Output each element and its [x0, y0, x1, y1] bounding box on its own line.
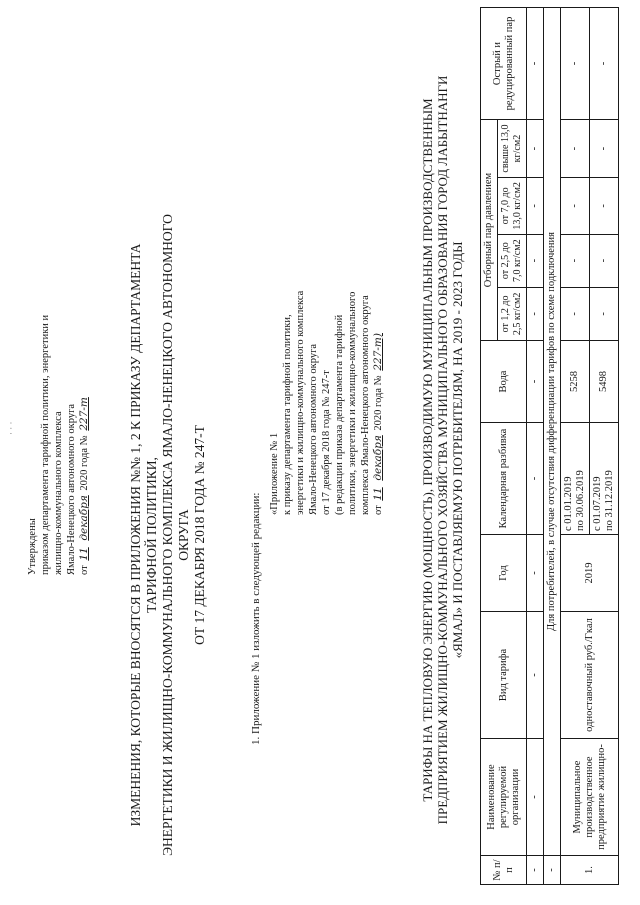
table-cell: -: [590, 120, 619, 178]
year-text: 2020 года №: [373, 375, 384, 431]
document-heading: [128, 205, 208, 865]
year-text: 2020 года №: [79, 435, 90, 491]
approval-block: [26, 15, 91, 575]
period-from: с 01.01.2019: [563, 476, 574, 531]
approval-line: Утверждены: [27, 518, 38, 575]
header-org: Наименование регулируемой организации: [481, 739, 527, 856]
table-cell: -: [527, 8, 544, 120]
table-cell: -: [527, 612, 544, 739]
appendix-line: к приказу департамента тарифной политики,: [282, 314, 293, 515]
appendix-line: политики, энергетики и жилищно-коммунального: [347, 291, 358, 515]
row-year: 2019: [561, 535, 619, 612]
header-steam-3: от 7,0 до 13,0 кг/см2: [498, 178, 527, 234]
period-to: по 30.06.2019: [575, 470, 586, 531]
approval-line: Ямало-Ненецкого автономного округа: [66, 403, 77, 575]
heading-line: ИЗМЕНЕНИЯ, КОТОРЫЕ ВНОСЯТСЯ В ПРИЛОЖЕНИЯ №№ 1, 2 К ПРИКАЗУ ДЕПАРТАМЕНТА ТАРИФНОЙ ПОЛИТИКИ,: [128, 243, 159, 827]
header-steam-1: от 1,2 до 2,5 кг/см2: [498, 287, 527, 340]
table-cell: -: [561, 287, 590, 340]
table-cell: -: [590, 287, 619, 340]
handwritten-day: 11: [78, 547, 90, 561]
appendix-line: «Приложение № 1: [269, 432, 280, 515]
period-from: с 01.07.2019: [592, 476, 603, 531]
table-cell: -: [561, 120, 590, 178]
period-to: по 31.12.2019: [604, 470, 615, 531]
handwritten-month: декабря: [78, 495, 90, 541]
table-cell: -: [527, 178, 544, 234]
handwritten-day: 11: [372, 487, 384, 501]
handwritten-month: декабря: [372, 435, 384, 481]
header-steam-2: от 2,5 до 7,0 кг/см2: [498, 234, 527, 287]
table-cell: -: [527, 856, 544, 885]
approval-date-line: [78, 15, 91, 575]
header-year: Год: [481, 535, 527, 612]
table-cell: -: [590, 8, 619, 120]
table-cell: -: [527, 287, 544, 340]
row-period: [561, 423, 590, 535]
tariff-table: [480, 7, 619, 885]
heading-line: ЭНЕРГЕТИКИ И ЖИЛИЩНО-КОММУНАЛЬНОГО КОМПЛЕКСА ЯМАЛО-НЕНЕЦКОГО АВТОНОМНОГО ОКРУГА: [160, 214, 191, 856]
appendix-date-line: [372, 45, 385, 515]
table-section-row: [544, 8, 561, 885]
table-cell: -: [561, 8, 590, 120]
appendix-block: [268, 45, 385, 515]
handwritten-number: 227-т: [78, 397, 90, 431]
table-cell: -: [527, 535, 544, 612]
appendix-line: от 17 декабря 2018 года № 247-т: [321, 370, 332, 515]
date-prefix: от: [79, 565, 90, 575]
date-prefix: от: [373, 505, 384, 515]
appendix-line: Ямало-Ненецкого автономного округа: [308, 343, 319, 515]
row-num: 1.: [561, 856, 619, 885]
appendix-line: (в редакции приказа департамента тарифной: [334, 314, 345, 515]
table-cell: -: [527, 341, 544, 423]
section-label: Для потребителей, в случае отсутствия дифференциации тарифов по схеме подключения: [544, 8, 561, 856]
table-dash-row: [527, 8, 544, 885]
approval-line: жилищно-коммунального комплекса: [53, 411, 64, 575]
table-title: [420, 15, 465, 885]
table-cell: -: [527, 234, 544, 287]
table-cell: -: [527, 739, 544, 856]
table-cell: -: [590, 234, 619, 287]
table-title-line: ПРЕДПРИЯТИЕМ ЖИЛИЩНО-КОММУНАЛЬНОГО ХОЗЯЙСТВА МУНИЦИПАЛЬНОГО ОБРАЗОВАНИЯ ГОРОД ЛАБЫТНАНГИ: [435, 75, 450, 825]
table-title-line: «ЯМАЛ» И ПОСТАВЛЯЕМУЮ ПОТРЕБИТЕЛЯМ, НА 2019 - 2023 ГОДЫ: [450, 241, 465, 659]
row-water: 5258: [561, 341, 590, 423]
header-acute-steam: Острый и редуцированный пар: [481, 8, 527, 120]
header-water: Вода: [481, 341, 527, 423]
row-water: 5498: [590, 341, 619, 423]
table-cell: -: [527, 423, 544, 535]
row-period: [590, 423, 619, 535]
appendix-line: энергетики и жилищно-коммунального комплекса: [295, 290, 306, 515]
scan-mark: · · ·: [6, 421, 16, 435]
header-calendar: Календарная разбивка: [481, 423, 527, 535]
table-title-line: ТАРИФЫ НА ТЕПЛОВУЮ ЭНЕРГИЮ (МОЩНОСТЬ), ПРОИЗВОДИМУЮ МУНИЦИПАЛЬНЫМ ПРОИЗВОДСТВЕННЫМ: [420, 98, 435, 802]
table-row: [561, 8, 590, 885]
table-cell: -: [527, 120, 544, 178]
table-cell: -: [590, 178, 619, 234]
handwritten-number: 227-т): [372, 333, 384, 371]
header-steam-4: свыше 13,0 кг/см2: [498, 120, 527, 178]
table-cell: -: [561, 178, 590, 234]
table-header-row: [481, 8, 498, 885]
header-tariff-type: Вид тарифа: [481, 612, 527, 739]
table-cell: -: [561, 234, 590, 287]
appendix-line: комплекса Ямало-Ненецкого автономного округа: [360, 295, 371, 515]
intro-paragraph: 1. Приложение № 1 изложить в следующей редакции:: [250, 492, 262, 745]
approval-line: приказом департамента тарифной политики, энергетики и: [40, 314, 51, 575]
table-cell: -: [544, 856, 561, 885]
heading-line: ОТ 17 ДЕКАБРЯ 2018 ГОДА № 247-Т: [192, 425, 207, 645]
row-org: Муниципальное производственное предприятие жилищно-: [561, 739, 619, 856]
header-num: № п/п: [481, 856, 527, 885]
row-tariff-type: одноставочный руб./Гкал: [561, 612, 619, 739]
header-steam: Отборный пар давлением: [481, 120, 498, 341]
